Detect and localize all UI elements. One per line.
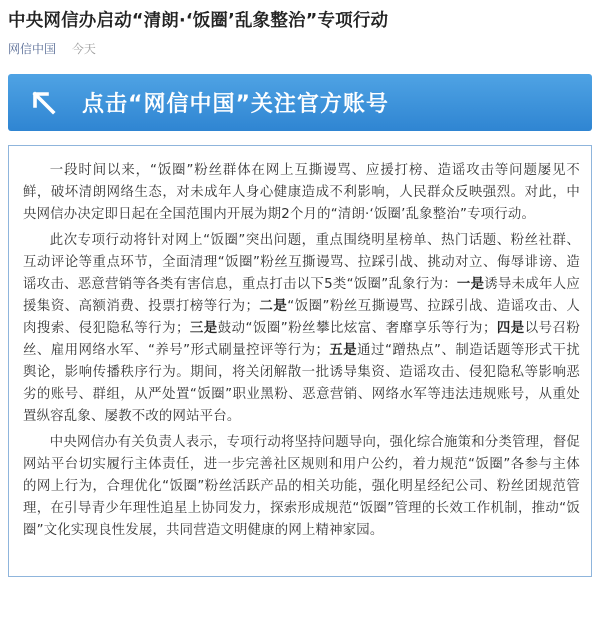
- article-body: [8, 145, 592, 577]
- item-4-text: 以号召粉丝、雇用网络水军、“养号”形式刷量控评等行为；: [23, 321, 580, 358]
- item-5-text: 通过“蹭热点”、制造话题等形式干扰舆论，影响传播秩序行为。期间，将关闭解散一批诱导集资、造谣攻击、侵犯隐私等影响恶劣的账号、群组，从严处置“饭圈”职业黑粉、恶意营销、网络水军等违法违规账号，从重处置纵容乱象、屡教不改的网站平台。: [23, 343, 580, 424]
- source-account-link[interactable]: 网信中国: [8, 42, 57, 56]
- article-title: 中央网信办启动“清朗·‘饭圈’乱象整治”专项行动: [8, 11, 389, 31]
- paragraph-3: 中央网信办有关负责人表示，专项行动将坚持问题导向，强化综合施策和分类管理，督促网站平台切实履行主体责任，进一步完善社区规则和用户公约，着力规范“饭圈”各参与主体的网上行为，合理优化“饭圈”粉丝活跃产品的相关功能，强化明星经纪公司、粉丝团规范管理，在引导青少年理性追星上协同发力，探索形成规范“饭圈”管理的长效工作机制，推动“饭圈”文化实现良性发展，共同营造文明健康的网上精神家园。: [23, 435, 580, 538]
- paragraph-2: [23, 230, 580, 428]
- follow-banner-label: 点击“网信中国”关注官方账号: [82, 92, 389, 117]
- item-1-marker: 一是: [456, 277, 485, 292]
- arrow-up-left-icon: [30, 89, 58, 117]
- item-3-text: 鼓动“饭圈”粉丝攀比炫富、奢靡享乐等行为；: [217, 321, 497, 336]
- paragraph-1: 一段时间以来，“饭圈”粉丝群体在网上互撕谩骂、应援打榜、造谣攻击等问题屡见不鲜，破坏清朗网络生态，对未成年人身心健康造成不利影响，人民群众反映强烈。对此，中央网信办决定即日起在全国范围内开展为期2个月的“清朗·‘饭圈’乱象整治”专项行动。: [23, 163, 580, 222]
- item-3-marker: 三是: [189, 321, 218, 336]
- follow-account-banner[interactable]: [8, 74, 592, 131]
- article-meta: [8, 41, 592, 57]
- paragraph-2-intro: 此次专项行动将针对网上“饭圈”突出问题，重点围绕明星榜单、热门话题、粉丝社群、互动评论等重点环节，全面清理“饭圈”粉丝互撕谩骂、拉踩引战、挑动对立、侮辱诽谤、造谣攻击、恶意营销等各类有害信息，重点打击以下5类“饭圈”乱象行为：: [23, 233, 580, 292]
- item-2-text: “饭圈”粉丝互撕谩骂、拉踩引战、造谣攻击、人肉搜索、侵犯隐私等行为；: [23, 299, 580, 336]
- item-4-marker: 四是: [496, 321, 525, 336]
- item-5-marker: 五是: [329, 343, 358, 358]
- publish-time: 今天: [71, 42, 96, 56]
- item-1-text: 诱导未成年人应援集资、高额消费、投票打榜等行为；: [23, 277, 580, 314]
- item-2-marker: 二是: [259, 299, 288, 314]
